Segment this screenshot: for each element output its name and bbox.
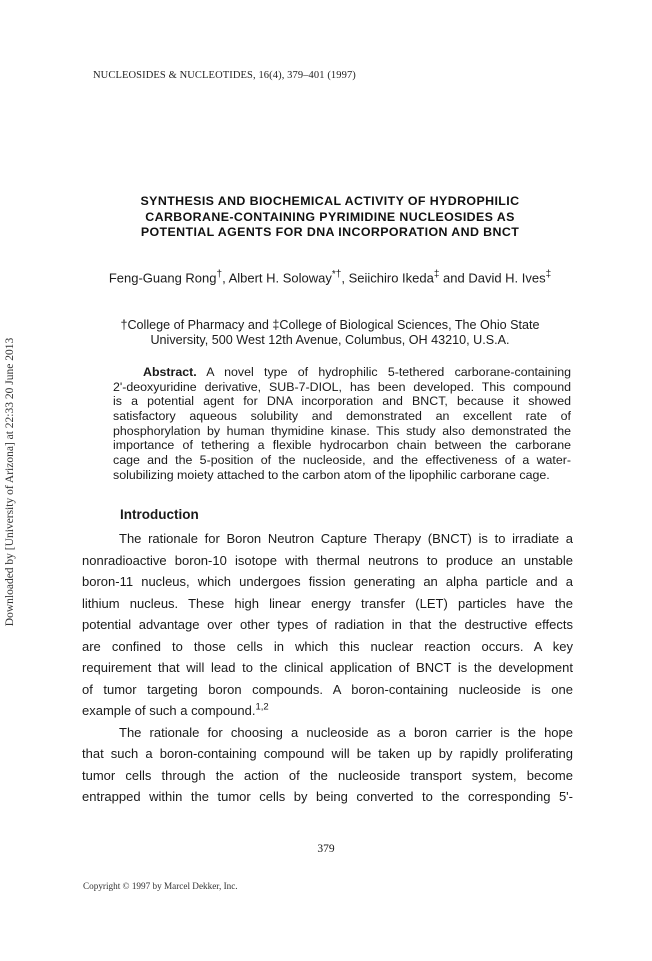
body-line-text: example of such a compound. (82, 703, 256, 718)
abstract-line: importance of tethering a flexible hydrocarbon chain between the carborane (113, 438, 571, 453)
section-heading: Introduction (120, 507, 199, 522)
body-line: lithium nucleus. These high linear energy transfer (LET) particles have the (82, 595, 573, 611)
body-line: nonradioactive boron-10 isotope with thermal neutrons to produce an unstable (82, 552, 573, 568)
title-line: POTENTIAL AGENTS FOR DNA INCORPORATION AND BNCT (140, 225, 520, 239)
affiliation-line: University, 500 West 12th Avenue, Columbus, OH 43210, U.S.A. (150, 333, 510, 347)
body-line: The rationale for Boron Neutron Capture Therapy (BNCT) is to irradiate a (119, 531, 573, 546)
author-name: , Albert H. Soloway (222, 270, 332, 286)
author-name: Feng-Guang Rong (108, 270, 217, 286)
body-text (82, 528, 573, 808)
body-line: potential advantage over other types of radiation in that the destructive effects (82, 617, 573, 632)
download-watermark-text: Downloaded by [University of Arizona] at 22:33 20 June 2013 (4, 337, 16, 627)
body-line: that such a boron-containing compound will be taken up by rapidly proliferating (82, 746, 573, 761)
affiliation-mark: ‡ (433, 269, 440, 280)
body-line: entrapped within the tumor cells by being converted to the corresponding 5'- (82, 789, 573, 804)
abstract-line: 2'-deoxyuridine derivative, SUB-7-DIOL, has been developed. This compound (113, 379, 571, 394)
author-name: , Seiichiro Ikeda (341, 270, 434, 286)
copyright-notice: Copyright © 1997 by Marcel Dekker, Inc. (83, 881, 238, 891)
abstract-line (113, 365, 571, 380)
affiliation-mark: *† (331, 269, 342, 280)
citation-superscript: 1,2 (255, 701, 269, 713)
paper-title (60, 194, 600, 241)
body-line: tumor cells through the action of the nucleoside transport system, become (82, 767, 573, 783)
author-list (60, 269, 600, 285)
page-number: 379 (317, 843, 335, 855)
body-line (82, 700, 573, 722)
title-line: SYNTHESIS AND BIOCHEMICAL ACTIVITY OF HYDROPHILIC (140, 194, 520, 208)
affiliation-line: †College of Pharmacy and ‡College of Biological Sciences, The Ohio State (120, 318, 540, 332)
author-name: and David H. Ives (439, 270, 546, 286)
journal-header: NUCLEOSIDES & NUCLEOTIDES, 16(4), 379–401 (1997) (93, 70, 356, 81)
title-line: CARBORANE-CONTAINING PYRIMIDINE NUCLEOSIDES AS (145, 209, 515, 224)
affiliation-mark: ‡ (545, 269, 552, 280)
body-line: are confined to those cells in which this nuclear reaction occurs. A key (82, 638, 573, 654)
body-line: The rationale for choosing a nucleoside as a boron carrier is the hope (119, 724, 573, 740)
abstract-text: A novel type of hydrophilic 5-tethered carborane-containing (196, 365, 571, 379)
abstract-line: is a potential agent for DNA incorporation and BNCT, because it showed (113, 394, 571, 409)
body-line: boron-11 nucleus, which undergoes fission generating an alpha particle and a (82, 574, 573, 589)
abstract-line: solubilizing moiety attached to the carbon atom of the lipophilic carborane cage. (113, 467, 550, 482)
abstract-label: Abstract. (143, 365, 197, 379)
abstract (113, 365, 571, 483)
body-line: of tumor targeting boron compounds. A boron-containing nucleoside is one (82, 681, 573, 697)
abstract-line: cage and the 5-position of the nucleoside, and the effectiveness of a water- (113, 453, 571, 468)
abstract-line: satisfactory aqueous solubility and demonstrated an excellent rate of (113, 409, 571, 424)
abstract-line: phosphorylation by human thymidine kinase. This study also demonstrated the (113, 423, 571, 438)
body-line: requirement that will lead to the clinical application of BNCT is the development (82, 660, 573, 675)
download-watermark (0, 322, 20, 642)
affiliation-mark: † (216, 269, 223, 280)
affiliation (60, 318, 600, 348)
